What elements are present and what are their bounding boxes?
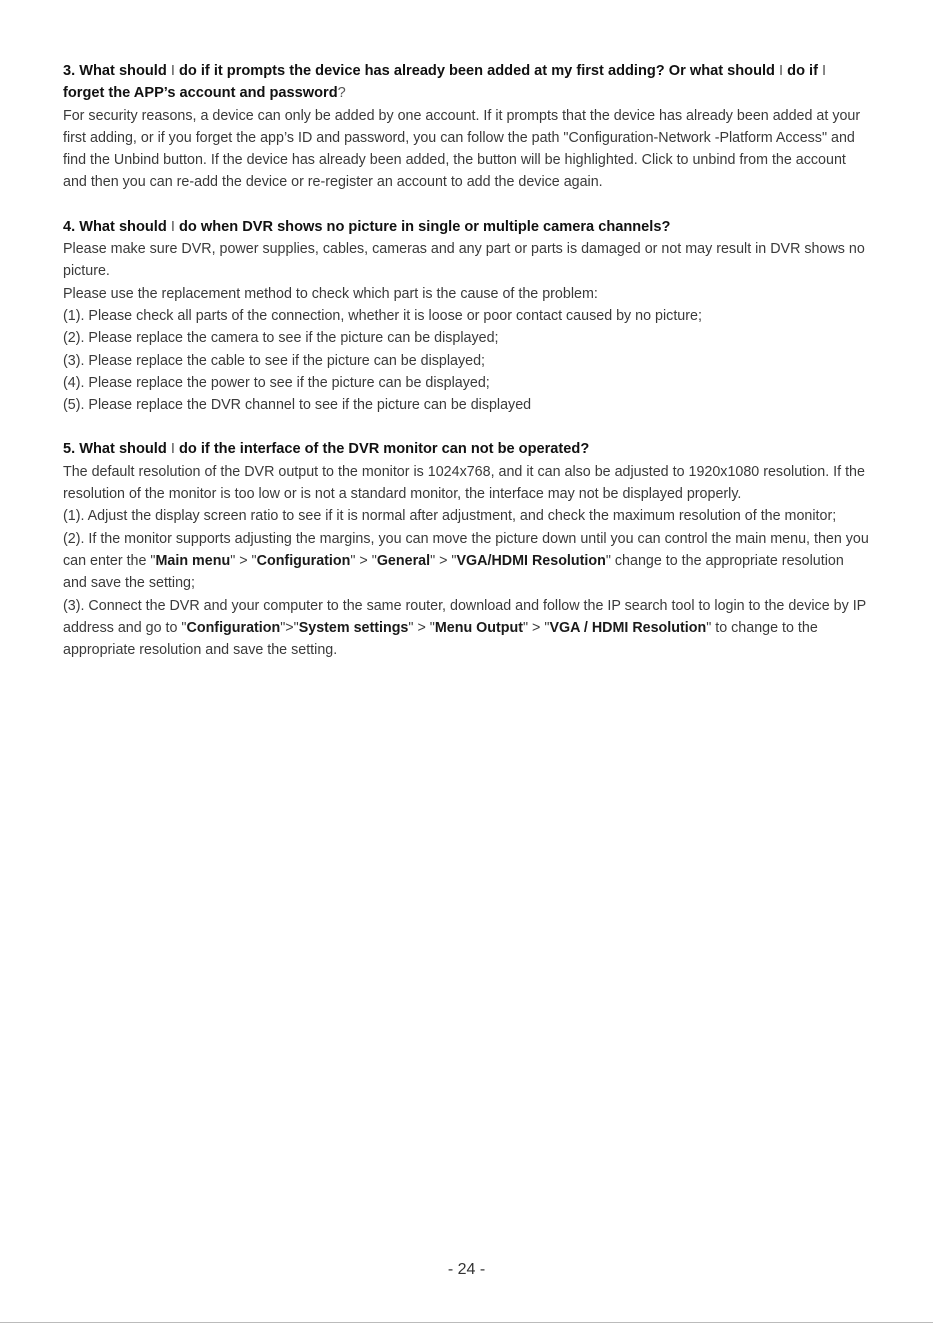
list-item: (3). Please replace the cable to see if the picture can be displayed; — [63, 352, 486, 369]
faq-question-4: 4. What should I do when DVR shows no picture in single or multiple camera channels? — [63, 218, 671, 235]
faq-section-3 — [63, 60, 869, 194]
list-item: (4). Please replace the power to see if the picture can be displayed; — [63, 374, 490, 391]
faq-answer-5-intro: The default resolution of the DVR output to the monitor is 1024x768, and it can also be adjusted to 1920x1080 resolution. If the resolution of the monitor is too low or is not a standard monitor, the interface may not be displayed properly. — [63, 463, 865, 503]
list-item: (3). Connect the DVR and your computer to the same router, download and follow the IP search tool to login to the device by IP address and go to "Configuration">"System settings" > "Menu Output" > "VGA / HDMI Resolution" to change to the appropriate resolution and save the setting. — [63, 597, 866, 659]
faq-answer-3: For security reasons, a device can only be added by one account. If it prompts that the device has already been added at your first adding, or if you forget the app’s ID and password, you can follow the path "Configuration-Network -Platform Access" and find the Unbind button. If the device has already been added, the button will be highlighted. Click to unbind from the account and then you can re-add the device or re-register an account to add the device again. — [63, 107, 861, 191]
list-item: (5). Please replace the DVR channel to see if the picture can be displayed — [63, 397, 532, 414]
list-item: (2). Please replace the camera to see if the picture can be displayed; — [63, 330, 499, 347]
list-item: (1). Adjust the display screen ratio to see if it is normal after adjustment, and check the maximum resolution of the monitor; — [63, 508, 837, 525]
faq-question-3: 3. What should I do if it prompts the device has already been added at my first adding? Or what should I do if I forget the APP’s account and password? — [63, 63, 827, 102]
document-body — [63, 60, 869, 683]
page-bottom-divider — [0, 1322, 933, 1323]
faq-answer-4-intro: Please make sure DVR, power supplies, cables, cameras and any part or parts is damaged or not may result in DVR shows no picture. — [63, 241, 865, 280]
faq-question-5: 5. What should I do if the interface of the DVR monitor can not be operated? — [63, 441, 590, 458]
page-number: - 24 - — [447, 1261, 486, 1278]
list-item: (1). Please check all parts of the connection, whether it is loose or poor contact caused by no picture; — [63, 307, 702, 324]
faq-answer-4-method: Please use the replacement method to check which part is the cause of the problem: — [63, 285, 598, 302]
faq-section-4 — [63, 216, 869, 417]
faq-section-5 — [63, 438, 869, 661]
list-item: (2). If the monitor supports adjusting the margins, you can move the picture down until you can control the main menu, then you can enter the "Main menu" > "Configuration" > "General" > "VGA/HDMI Resolution" change to the appropriate resolution and save the setting; — [63, 530, 869, 592]
